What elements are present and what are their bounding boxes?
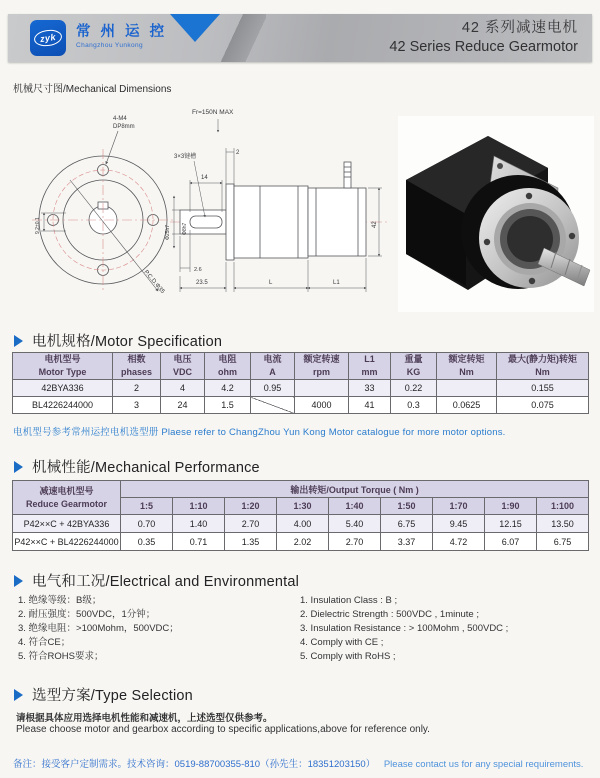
row-label: P42××C + BL4226244000	[13, 533, 121, 551]
type-selection-note-cn: 请根据具体应用选择电机性能和减速机，上述选型仅供参考。	[16, 713, 273, 724]
cell: 0.3	[391, 397, 437, 414]
cell: 0.155	[497, 380, 589, 397]
section-mech-perf	[14, 456, 260, 477]
col-ratio: 1:100	[537, 498, 589, 515]
section-title-text: 机械性能/Mechanical Performance	[32, 460, 260, 476]
svg-text:2: 2	[236, 150, 240, 156]
list-item: 4. 符合CE；	[18, 637, 71, 648]
footer-note	[13, 756, 583, 770]
cell: 0.71	[173, 533, 225, 551]
svg-text:3×3键槽: 3×3键槽	[174, 154, 197, 160]
section-motor-spec	[14, 330, 222, 351]
col-l1: L1 mm	[349, 353, 391, 380]
cell: 0.95	[251, 380, 295, 397]
col-max-torque: 最大(静力矩)转矩 Nm	[497, 353, 589, 380]
row-label: P42××C + 42BYA336	[13, 515, 121, 533]
logo-text: zyk	[39, 31, 57, 45]
cell: 0.70	[121, 515, 173, 533]
footer-note-en: Please contact us for any special requirements.	[383, 759, 584, 770]
cell: 5.40	[329, 515, 381, 533]
cell: 42BYA336	[13, 380, 113, 397]
cell: 3	[113, 397, 161, 414]
section-arrow-icon	[14, 461, 23, 473]
list-item: 2. 耐压强度：500VDC，1分钟；	[18, 609, 156, 620]
cell: 24	[161, 397, 205, 414]
cell-not-applicable	[437, 380, 497, 397]
perf-header-row-1	[13, 481, 589, 498]
cell: 4000	[295, 397, 349, 414]
col-ratio: 1:90	[485, 498, 537, 515]
dimension-drawing-svg	[8, 100, 396, 332]
col-rated-speed: 额定转速 rpm	[295, 353, 349, 380]
electrical-list-cn	[18, 594, 288, 664]
svg-text:2.6: 2.6	[194, 267, 202, 273]
company-name-cn: 常 州 运 控	[76, 24, 168, 40]
col-ratio: 1:10	[173, 498, 225, 515]
brand-triangle-decoration	[170, 14, 220, 42]
svg-text:L: L	[269, 280, 273, 286]
spec-header-row	[13, 353, 589, 380]
cell-not-applicable	[251, 397, 295, 414]
svg-text:42: 42	[372, 221, 378, 228]
col-ratio: 1:40	[329, 498, 381, 515]
col-reduce-gearmotor: 减速电机型号 Reduce Gearmotor	[13, 481, 121, 515]
technical-drawing	[8, 100, 396, 332]
col-ratio: 1:50	[381, 498, 433, 515]
cell: 4.2	[205, 380, 251, 397]
list-item: 3. Insulation Resistance : > 100Mohm , 500VDC ;	[300, 623, 509, 634]
list-item: 5. 符合ROHS要求；	[18, 651, 104, 662]
col-rated-torque: 额定转矩 Nm	[437, 353, 497, 380]
cell: 6.07	[485, 533, 537, 551]
company-name-block	[76, 25, 167, 49]
document-title-block	[389, 19, 578, 57]
company-name-en: Changzhou Yunkong	[76, 41, 144, 49]
product-photo-svg	[398, 116, 594, 312]
product-photo	[398, 116, 594, 312]
cell: 2.70	[329, 533, 381, 551]
cell: 4	[161, 380, 205, 397]
cell: 33	[349, 380, 391, 397]
cell: 2.70	[225, 515, 277, 533]
list-item: 1. 绝缘等级：B级；	[18, 595, 102, 606]
logo-oval-icon	[33, 28, 63, 48]
col-ratio: 1:5	[121, 498, 173, 515]
motor-spec-note: 电机型号参考常州运控电机选型册 Plaese refer to ChangZhou Yun Kong Motor catalogue for more motor options.	[13, 427, 506, 438]
cell: 4.00	[277, 515, 329, 533]
section-title-text: 电气和工况/Electrical and Environmental	[32, 574, 300, 590]
cell: 3.37	[381, 533, 433, 551]
col-resistance: 电阻 ohm	[205, 353, 251, 380]
section-arrow-icon	[14, 689, 23, 701]
section-title-text: 选型方案/Type Selection	[32, 688, 193, 704]
list-item: 1. Insulation Class : B ;	[300, 595, 398, 606]
company-logo	[30, 20, 66, 56]
svg-text:4-M4: 4-M4	[113, 116, 127, 122]
col-weight: 重量 KG	[391, 353, 437, 380]
svg-text:9.2±0.1: 9.2±0.1	[35, 217, 41, 234]
section-title-text: 电机规格/Motor Specification	[32, 334, 223, 350]
cell: 6.75	[537, 533, 589, 551]
document-title-en: 42 Series Reduce Gearmotor	[389, 38, 578, 55]
svg-text:L1: L1	[333, 280, 340, 286]
list-item: 4. Comply with CE ;	[300, 637, 384, 648]
col-phases: 相数 phases	[113, 353, 161, 380]
cell: 12.15	[485, 515, 537, 533]
list-item: 3. 绝缘电阻：>100Mohm，500VDC；	[18, 623, 179, 634]
cell: BL4226244000	[13, 397, 113, 414]
footer-note-cn: 备注：接受客户定制需求。技术咨询：0519-88700355-810（孙先生：18351203150）	[13, 759, 376, 770]
electrical-list-en	[300, 594, 592, 664]
spec-row-bl4226244000	[13, 397, 589, 414]
perf-row-bldc	[13, 533, 589, 551]
svg-text:P.C.D.Φ35: P.C.D.Φ35	[142, 269, 166, 296]
col-motor-type: 电机型号 Motor Type	[13, 353, 113, 380]
svg-text:DP8mm: DP8mm	[113, 124, 135, 130]
col-output-torque: 输出转矩/Output Torque ( Nm )	[121, 481, 589, 498]
svg-text:14: 14	[201, 175, 208, 181]
cell: 4.72	[433, 533, 485, 551]
cell: 2.02	[277, 533, 329, 551]
cell: 1.40	[173, 515, 225, 533]
col-current: 电流 A	[251, 353, 295, 380]
col-voltage: 电压 VDC	[161, 353, 205, 380]
cell: 1.35	[225, 533, 277, 551]
motor-spec-table	[12, 352, 589, 414]
cell: 0.35	[121, 533, 173, 551]
svg-text:23.5: 23.5	[196, 280, 208, 286]
cell: 2	[113, 380, 161, 397]
col-ratio: 1:30	[277, 498, 329, 515]
gearmotor-side-view	[180, 162, 366, 260]
perf-row-stepper	[13, 515, 589, 533]
cell: 0.22	[391, 380, 437, 397]
section-arrow-icon	[14, 335, 23, 347]
type-selection-note-en: Please choose motor and gearbox according to specific applications,above for reference only.	[16, 724, 430, 735]
cell: 13.50	[537, 515, 589, 533]
section-arrow-icon	[14, 575, 23, 587]
svg-text:Φ25h7: Φ25h7	[165, 224, 171, 240]
svg-text:Φ8h7: Φ8h7	[182, 222, 188, 235]
cell: 0.0625	[437, 397, 497, 414]
header-bar	[8, 14, 592, 62]
cell: 9.45	[433, 515, 485, 533]
mechanical-dimensions-label: 机械尺寸图/Mechanical Dimensions	[13, 84, 172, 95]
section-type-selection	[14, 684, 193, 705]
document-title-cn: 42 系列减速电机	[461, 20, 578, 36]
svg-text:Fr=150N MAX: Fr=150N MAX	[192, 109, 234, 116]
list-item: 5. Comply with RoHS ;	[300, 651, 396, 662]
mech-perf-table	[12, 480, 589, 551]
cell: 0.075	[497, 397, 589, 414]
cell: 1.5	[205, 397, 251, 414]
col-ratio: 1:20	[225, 498, 277, 515]
list-item: 2. Dielectric Strength : 500VDC , 1minute ;	[300, 609, 479, 620]
cell-not-applicable	[295, 380, 349, 397]
spec-row-42bya336	[13, 380, 589, 397]
cell: 41	[349, 397, 391, 414]
col-ratio: 1:70	[433, 498, 485, 515]
section-electrical	[14, 570, 299, 591]
cell: 6.75	[381, 515, 433, 533]
